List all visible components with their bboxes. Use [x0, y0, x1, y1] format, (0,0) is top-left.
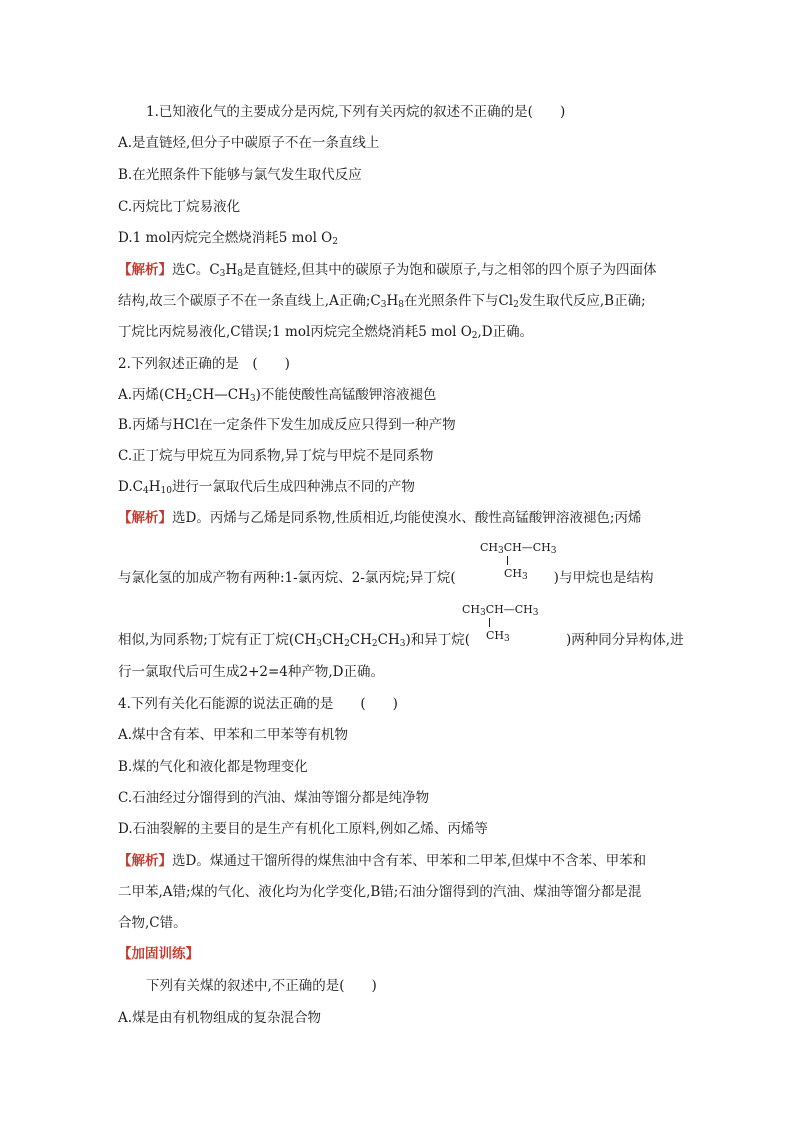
structure-top-line: $CH_3CH—CH_3$ — [480, 541, 557, 556]
q1-explanation-line1: 【解析】选C。$C_3H_8$是直链烃,但其中的碳原子为饱和碳原子,与之相邻的四个原子为四面体 — [118, 262, 657, 279]
extra-stem: 下列有关煤的叙述中,不正确的是( ) — [146, 978, 377, 994]
q2-explanation-line3: 相似,为同系物;丁烷有正丁烷$(CH_3CH_2CH_2CH_3)$和异丁烷( )两种同分异构体,进 — [118, 632, 684, 649]
reinforcement-tag: 【加固训练】 — [118, 946, 199, 962]
q4-explanation-line1: 【解析】选D。煤通过干馏所得的煤焦油中含有苯、甲苯和二甲苯,但煤中不含苯、甲苯和 — [118, 853, 647, 869]
structure-bottom-line: $CH_3$ — [504, 567, 528, 582]
q2-option-b: B.丙烯与HCl在一定条件下发生加成反应只得到一种产物 — [118, 417, 456, 433]
q2-option-c: C.正丁烷与甲烷互为同系物,异丁烷与甲烷不是同系物 — [118, 448, 434, 464]
analysis-tag: 【解析】 — [118, 262, 172, 278]
q2-stem: 2.下列叙述正确的是 ( ) — [118, 356, 290, 372]
structure-bond — [507, 556, 508, 565]
extra-option-a: A.煤是由有机物组成的复杂混合物 — [118, 1010, 322, 1026]
analysis-tag: 【解析】 — [118, 510, 172, 526]
structure-top-line: $CH_3CH—CH_3$ — [462, 603, 539, 618]
q1-stem: 1.已知液化气的主要成分是丙烷,下列有关丙烷的叙述不正确的是( ) — [146, 104, 566, 120]
q1-option-b: B.在光照条件下能够与氯气发生取代反应 — [118, 167, 362, 183]
q2-explanation-line1: 【解析】选D。丙烯与乙烯是同系物,性质相近,均能使溴水、酸性高锰酸钾溶液褪色;丙烯 — [118, 510, 642, 526]
q1-option-d: D.1 mol丙烷完全燃烧消耗5 mol $O_2$ — [118, 230, 338, 247]
q1-explanation-line3: 丁烷比丙烷易液化,C错误;1 mol丙烷完全燃烧消耗5 mol $O_2,D$正确。 — [118, 324, 534, 341]
q2-option-d: $D.C_4H_{10}$进行一氯取代后生成四种沸点不同的产物 — [118, 479, 415, 496]
q2-option-a: A.丙烯$(CH_2CH—CH_3)$不能使酸性高锰酸钾溶液褪色 — [118, 387, 437, 404]
q2-explanation-line4: 行一氯取代后可生成2+2=4种产物,D正确。 — [118, 664, 385, 680]
isobutane-structure-2 — [462, 603, 539, 644]
q4-option-d: D.石油裂解的主要目的是生产有机化工原料,例如乙烯、丙烯等 — [118, 821, 488, 837]
isobutane-structure-1 — [480, 541, 557, 582]
q1-option-a: A.是直链烃,但分子中碳原子不在一条直线上 — [118, 135, 380, 151]
q4-stem: 4.下列有关化石能源的说法正确的是 ( ) — [118, 696, 398, 712]
q4-explanation-line2: 二甲苯,A错;煤的气化、液化均为化学变化,B错;石油分馏得到的汽油、煤油等馏分都是混 — [118, 884, 642, 900]
q4-explanation-line3: 合物,C错。 — [118, 915, 187, 931]
structure-bond — [489, 618, 490, 627]
q4-option-b: B.煤的气化和液化都是物理变化 — [118, 759, 308, 775]
q4-option-a: A.煤中含有苯、甲苯和二甲苯等有机物 — [118, 727, 349, 743]
q4-option-c: C.石油经过分馏得到的汽油、煤油等馏分都是纯净物 — [118, 790, 430, 806]
q1-option-c: C.丙烷比丁烷易液化 — [118, 199, 241, 215]
q2-explanation-line2: 与氯化氢的加成产物有两种:1-氯丙烷、2-氯丙烷;异丁烷( )与甲烷也是结构 — [118, 570, 654, 586]
q1-explanation-line2: 结构,故三个碳原子不在一条直线上,A正确$;C_3H_8$在光照条件下与$Cl_2$发生取代反应,B正确; — [118, 293, 646, 310]
structure-bottom-line: $CH_3$ — [486, 629, 510, 644]
analysis-tag: 【解析】 — [118, 853, 172, 869]
